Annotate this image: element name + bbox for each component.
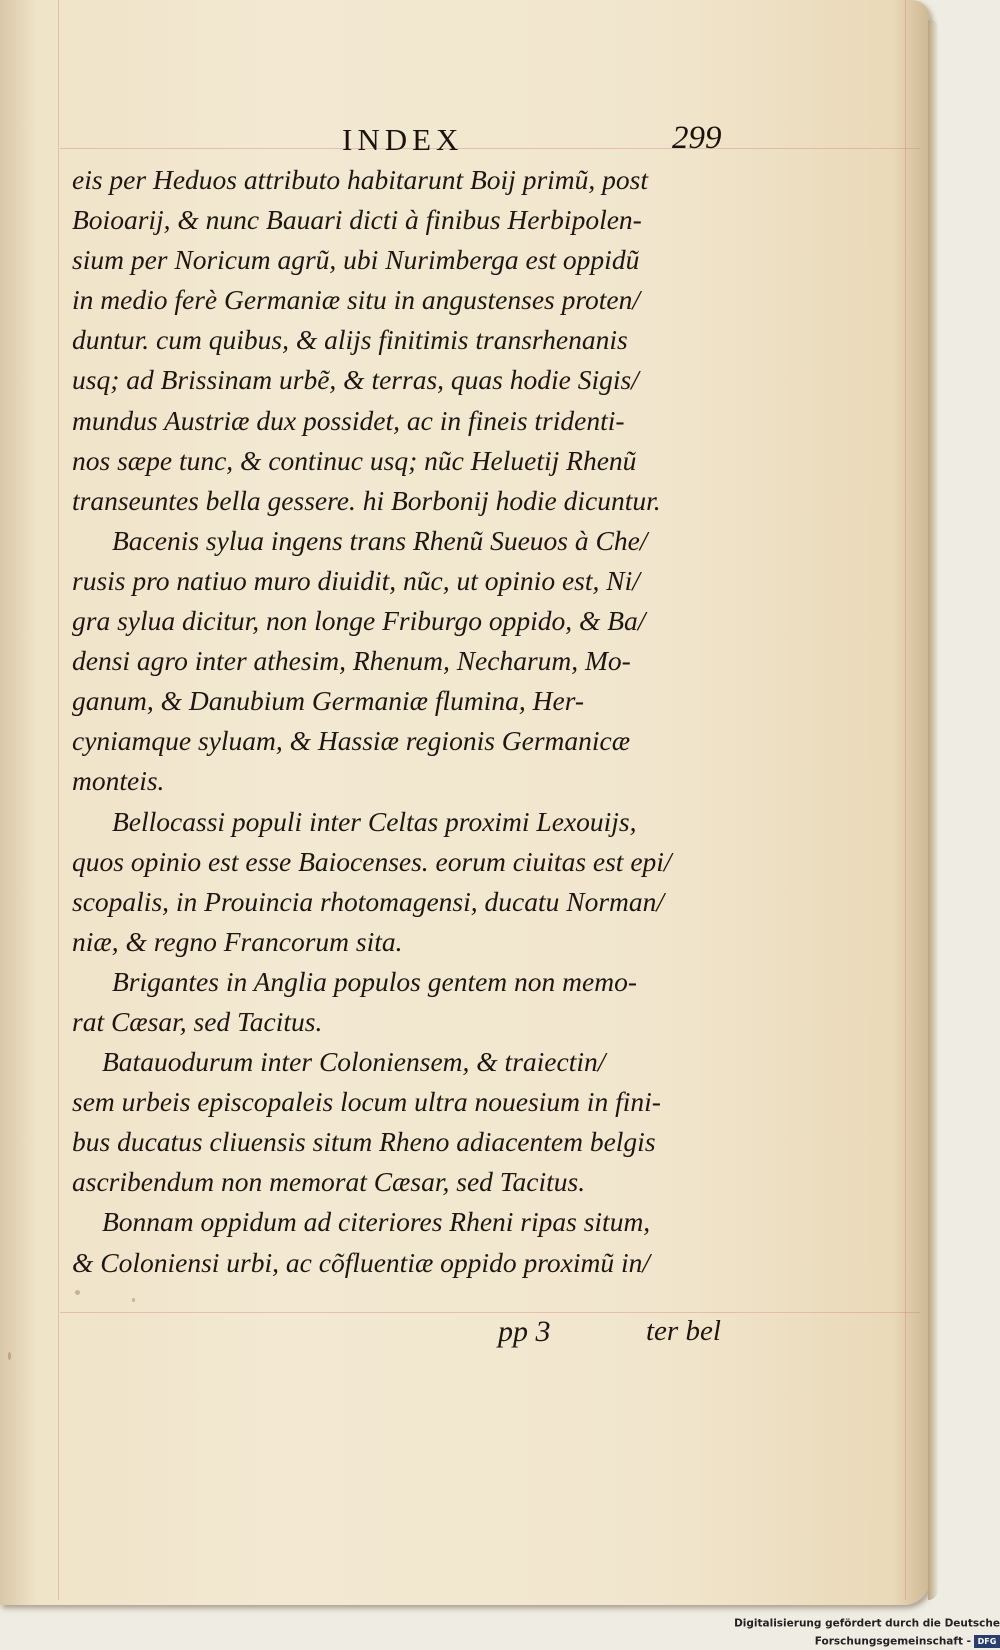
paper-fleck — [75, 1290, 80, 1295]
catchword: ter bel — [646, 1315, 721, 1347]
text-line: densi agro inter athesim, Rhenum, Necharum, Mo- — [72, 645, 631, 677]
text-line: Bonnam oppidum ad citeriores Rheni ripas situm, — [102, 1206, 651, 1238]
page-number: 299 — [672, 120, 722, 156]
text-line: Bellocassi populi inter Celtas proximi Lexouijs, — [112, 805, 637, 837]
text-line: transeuntes bella gessere. hi Borbonij hodie dicuntur. — [72, 484, 661, 516]
body-text — [72, 160, 762, 1283]
text-line: in medio ferè Germaniæ situ in angustenses proten/ — [72, 284, 641, 316]
page-edge — [928, 20, 938, 1600]
digitization-credit — [600, 1614, 1000, 1648]
signature-mark: pp 3 — [498, 1315, 551, 1348]
text-line: sem urbeis episcopaleis locum ultra nouesium in fini- — [72, 1086, 661, 1118]
page-footer — [0, 1315, 930, 1359]
text-line: scopalis, in Prouincia rhotomagensi, ducatu Norman/ — [72, 885, 665, 917]
text-line: mundus Austriæ dux possidet, ac in fineis tridenti- — [72, 404, 625, 436]
text-line: rat Cæsar, sed Tacitus. — [72, 1005, 323, 1037]
text-line: Brigantes in Anglia populos gentem non memo- — [112, 965, 637, 997]
text-line: niæ, & regno Francorum sita. — [72, 925, 403, 957]
text-line: nos sæpe tunc, & continuc usq; nũc Heluetij Rhenũ — [72, 444, 637, 476]
text-line: gra sylua dicitur, non longe Friburgo oppido, & Ba/ — [72, 605, 646, 637]
text-line: rusis pro natiuo muro diuidit, nũc, ut opinio est, Ni/ — [72, 564, 640, 596]
dfg-logo-icon: DFG — [974, 1635, 1000, 1648]
text-line: sium per Noricum agrũ, ubi Nurimberga est oppidũ — [72, 244, 640, 276]
text-line: Boioarij, & nunc Bauari dicti à finibus Herbipolen- — [72, 204, 642, 236]
paper-fleck — [132, 1298, 135, 1302]
text-line: ganum, & Danubium Germaniæ flumina, Her- — [72, 685, 584, 717]
text-line: duntur. cum quibus, & alijs finitimis transrhenanis — [72, 324, 628, 356]
paper-fleck — [8, 1352, 11, 1360]
text-line: ascribendum non memorat Cæsar, sed Tacitus. — [72, 1166, 586, 1198]
text-line: bus ducatus cliuensis situm Rheno adiacentem belgis — [72, 1126, 656, 1158]
text-line: Batauodurum inter Coloniensem, & traiectin/ — [102, 1046, 606, 1078]
foot-rule — [60, 1312, 920, 1313]
text-line: Bacenis sylua ingens trans Rhenũ Sueuos à Che/ — [112, 524, 648, 556]
text-line: cyniamque syluam, & Hassiæ regionis Germanicæ — [72, 725, 631, 757]
margin-rule-right — [905, 0, 906, 1600]
text-line: monteis. — [72, 765, 165, 797]
text-line: quos opinio est esse Baiocenses. eorum ciuitas est epi/ — [72, 845, 672, 877]
text-line: & Coloniensi urbi, ac cõfluentiæ oppido proximũ in/ — [72, 1246, 650, 1278]
margin-rule-left — [58, 0, 59, 1600]
text-line: eis per Heduos attributo habitarunt Boij primũ, post — [72, 164, 648, 195]
running-head: INDEX — [342, 122, 464, 157]
page-header — [0, 118, 930, 164]
credit-text: Digitalisierung gefördert durch die Deutsche Forschungsgemeinschaft - — [734, 1617, 1000, 1648]
text-line: usq; ad Brissinam urbẽ, & terras, quas hodie Sigis/ — [72, 364, 639, 396]
